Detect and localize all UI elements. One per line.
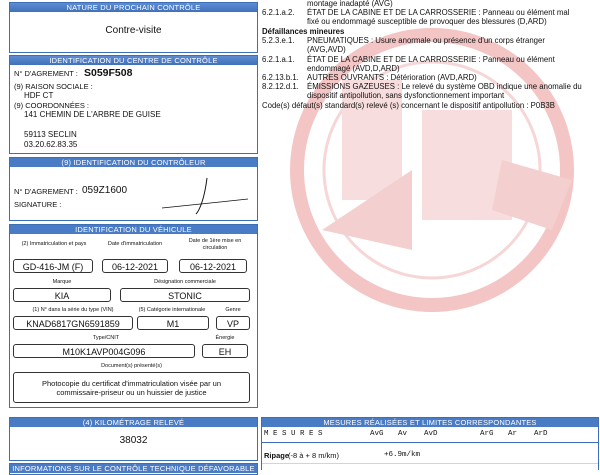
measurements-header: MESURES RÉALISÉES ET LIMITES CORRESPONDANTES <box>262 418 598 427</box>
failure-code-7: 6.2.1.a.1. <box>262 55 295 64</box>
centre-agrement-value: S059F508 <box>84 67 133 79</box>
inspector-agrement-value: 059Z1600 <box>82 185 128 196</box>
raison-sociale-value: HDF CT <box>24 91 54 100</box>
vin-caption: (1) N° dans la série du type (VIN) <box>32 307 114 313</box>
next-inspection-header: NATURE DU PROCHAIN CONTRÔLE <box>10 3 257 12</box>
inspector-header: (9) IDENTIFICATION DU CONTRÔLEUR <box>10 158 257 167</box>
measures-column-title: M E S U R E S <box>264 430 323 438</box>
measurements-panel <box>261 417 599 470</box>
unfavourable-info-header: INFORMATIONS SUR LE CONTRÔLE TECHNIQUE DÉFAVORABLE <box>10 464 257 473</box>
col-arg: ArG <box>480 430 494 438</box>
signature-image <box>160 172 250 218</box>
inspector-agrement-label: N° D'AGREMENT : <box>14 187 78 196</box>
designation-value: STONIC <box>120 288 250 302</box>
raison-sociale-label: (9) RAISON SOCIALE : <box>14 82 93 91</box>
minor-failures-heading: Défaillances mineures <box>262 27 345 36</box>
ripage-range: (-8 à + 8 m/km) <box>288 451 340 460</box>
control-centre-panel <box>9 55 258 154</box>
date-circulation-caption: Date de 1ère mise en circulation <box>188 238 242 251</box>
failure-line-11: dispositif antipollution, sans dysfonctionnement important <box>307 91 505 100</box>
inspector-panel <box>9 157 258 221</box>
col-av: Av <box>398 430 408 438</box>
col-ard: ArD <box>534 430 548 438</box>
type-caption: Type/CNIT <box>92 335 120 341</box>
documents-line2: commissaire-priseur ou un huissier de justice <box>56 388 207 397</box>
vehicle-header: IDENTIFICATION DU VÉHICULE <box>10 225 257 234</box>
control-centre-header: IDENTIFICATION DU CENTRE DE CONTRÔLE <box>10 56 257 65</box>
ripage-label: Ripage <box>264 451 290 460</box>
documents-line1: Photocopie du certificat d'immatriculation visée par un <box>41 379 222 388</box>
centre-address-line1: 141 CHEMIN DE L'ARBRE DE GUISE <box>24 110 161 119</box>
next-inspection-panel <box>9 2 258 53</box>
vehicle-panel <box>9 224 258 408</box>
mileage-panel <box>9 417 258 461</box>
categorie-caption: (5) Catégorie internationale <box>138 307 206 313</box>
failure-line-6: (AVG,AVD) <box>307 45 346 54</box>
failure-code-9: 6.2.13.b.1. <box>262 73 299 82</box>
date-circulation-value: 06-12-2021 <box>179 259 247 273</box>
genre-value: VP <box>216 316 250 330</box>
failure-line-9: AUTRES OUVRANTS : Détérioration (AVD,ARD) <box>307 73 477 82</box>
failure-line-10: ÉMISSIONS GAZEUSES : Le relevé du système OBD indique une anomalie du <box>307 82 582 91</box>
genre-caption: Genre <box>225 307 241 313</box>
failure-line-3: fixé ou endommagé susceptible de provoquer des blessures (D,ARD) <box>307 17 547 26</box>
ripage-value: +6.9m/km <box>384 451 421 459</box>
col-avd: AvD <box>424 430 438 438</box>
failure-code-10: 8.2.12.d.1. <box>262 82 299 91</box>
documents-box <box>13 372 250 403</box>
measures-divider <box>262 442 598 443</box>
mileage-header: (4) KILOMÉTRAGE RELEVÉ <box>10 418 257 427</box>
marque-caption: Marque <box>52 279 72 285</box>
next-inspection-value: Contre-visite <box>105 25 162 36</box>
failure-line-1: montage inadapté (AVG) <box>307 0 393 8</box>
failures-list <box>262 0 598 118</box>
centre-agrement-label: N° D'AGREMENT : <box>14 69 78 78</box>
immat-caption: (2) Immatriculation et pays <box>21 241 87 247</box>
failure-code-5: 5.2.3.e.1. <box>262 36 295 45</box>
failure-line-8: endommagé (AVD,D,ARD) <box>307 64 400 73</box>
centre-phone: 03.20.62.83.35 <box>24 140 78 149</box>
failure-code-2: 6.2.1.a.2. <box>262 8 295 17</box>
marque-value: KIA <box>13 288 111 302</box>
coordonnees-label: (9) COORDONNÉES : <box>14 101 90 110</box>
col-ar: Ar <box>508 430 518 438</box>
energie-value: EH <box>202 344 248 358</box>
obd-codes-line: Code(s) défaut(s) standard(s) relevé (s) concernant le dispositif antipollution : P0B3B <box>262 101 555 110</box>
unfavourable-info-panel <box>9 463 258 475</box>
mileage-value: 38032 <box>119 435 148 446</box>
categorie-value: M1 <box>137 316 209 330</box>
type-value: M10K1AVP004G096 <box>13 344 195 358</box>
vin-value: KNAD6817GN6591859 <box>13 316 133 330</box>
measures-row-divider <box>262 463 598 464</box>
immat-value: GD-416-JM (F) <box>13 259 93 273</box>
failure-line-2: ÉTAT DE LA CABINE ET DE LA CARROSSERIE : Panneau ou élément mal <box>307 8 570 17</box>
documents-caption: Document(s) présenté(s) <box>101 363 162 369</box>
date-immat-caption: Date d'immatriculation <box>107 241 163 247</box>
designation-caption: Désignation commerciale <box>154 279 216 285</box>
centre-address-line2: 59113 SECLIN <box>24 130 77 139</box>
energie-caption: Énergie <box>215 335 235 341</box>
date-immat-value: 06-12-2021 <box>102 259 168 273</box>
failure-line-5: PNEUMATIQUES : Usure anormale ou présence d'un corps étranger <box>307 36 545 45</box>
failure-line-7: ÉTAT DE LA CABINE ET DE LA CARROSSERIE : Panneau ou élément <box>307 55 555 64</box>
signature-label: SIGNATURE : <box>14 200 62 209</box>
col-avg: AvG <box>370 430 384 438</box>
